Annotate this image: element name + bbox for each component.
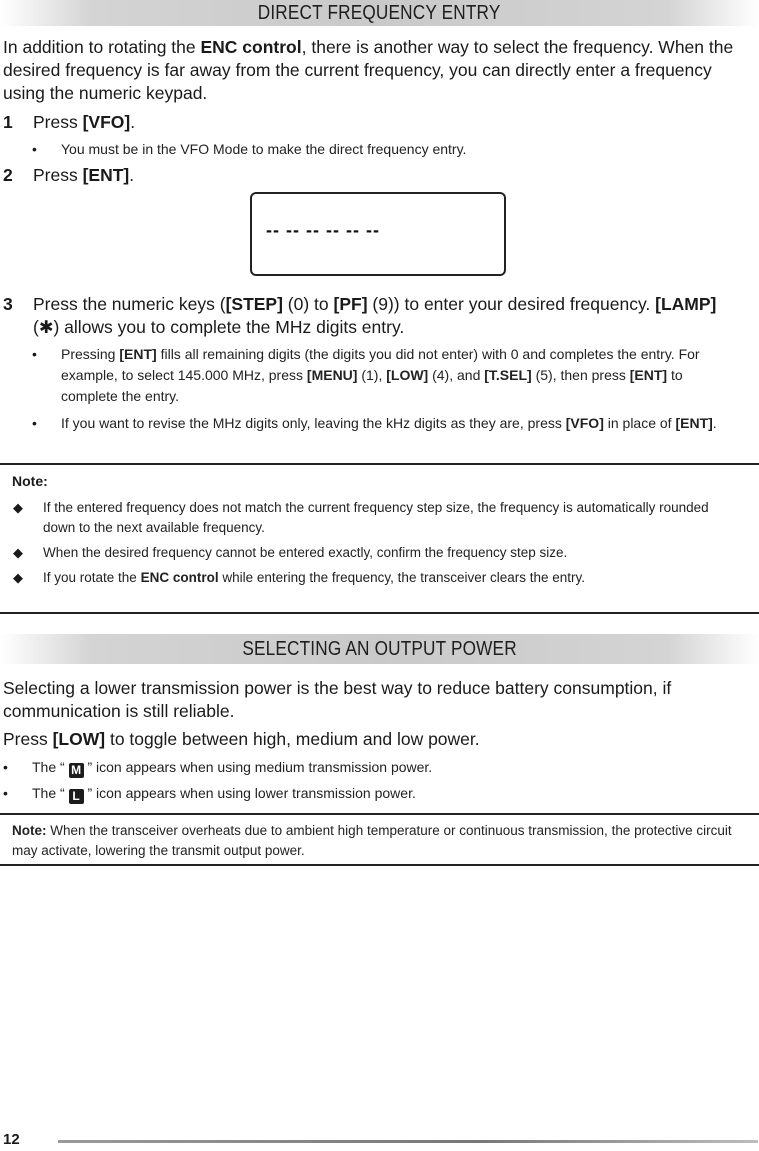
power-note bbox=[12, 821, 747, 861]
key-label: [LOW] bbox=[52, 729, 106, 749]
text: (1), bbox=[357, 367, 387, 383]
bullet-dot: • bbox=[3, 785, 8, 801]
low-power-icon: L bbox=[69, 789, 84, 804]
lcd-frequency-dashes: -- -- -- -- -- -- bbox=[266, 220, 380, 240]
press-low-instruction bbox=[3, 728, 753, 751]
note-bottom-rule bbox=[0, 612, 759, 614]
note-top-rule bbox=[0, 463, 759, 465]
text: If you want to revise the MHz digits only, leaving the kHz digits as they are, press bbox=[61, 415, 566, 431]
note-item-3 bbox=[43, 568, 743, 588]
text: . bbox=[130, 112, 136, 132]
medium-power-bullet bbox=[32, 757, 712, 778]
text: to complete the entry. bbox=[61, 367, 683, 404]
step-1-bullet: You must be in the VFO Mode to make the direct frequency entry. bbox=[61, 141, 467, 157]
note-label: Note: bbox=[12, 823, 47, 838]
bullet-dot: • bbox=[3, 759, 8, 775]
key-label: [ENT] bbox=[675, 415, 713, 431]
key-label: [PF] bbox=[333, 294, 368, 314]
text: The “ bbox=[32, 785, 69, 801]
page-number: 12 bbox=[3, 1131, 20, 1148]
text: Press bbox=[33, 165, 83, 185]
intro-paragraph bbox=[3, 36, 753, 105]
bullet-dot: • bbox=[32, 415, 37, 431]
text: Press bbox=[33, 112, 83, 132]
text: (9)) to enter your desired frequency. bbox=[367, 294, 656, 314]
bullet-dot: • bbox=[32, 346, 37, 362]
section-title-output-power bbox=[0, 634, 759, 664]
step-3-text bbox=[33, 293, 743, 339]
step-number: 1 bbox=[3, 112, 13, 132]
diamond-bullet-icon: ◆ bbox=[13, 570, 23, 585]
text: Press the numeric keys ( bbox=[33, 294, 226, 314]
note-item-2: When the desired frequency cannot be entered exactly, confirm the frequency step size. bbox=[43, 545, 568, 560]
diamond-bullet-icon: ◆ bbox=[13, 545, 23, 560]
note-label: Note: bbox=[12, 473, 48, 489]
key-label: [LAMP] bbox=[655, 294, 717, 314]
power-intro-paragraph: Selecting a lower transmission power is the best way to reduce battery consumption, if communication is still reliable. bbox=[3, 678, 672, 721]
text: Press bbox=[3, 729, 53, 749]
bullet-dot: • bbox=[32, 141, 37, 157]
text: . bbox=[712, 415, 717, 431]
key-label: [ENT] bbox=[119, 346, 157, 362]
text: (4), and bbox=[428, 367, 485, 383]
note-bottom-rule bbox=[0, 864, 759, 866]
key-label: [LOW] bbox=[386, 367, 429, 383]
text: ” icon appears when using medium transmission power. bbox=[83, 759, 433, 775]
text: in place of bbox=[603, 415, 676, 431]
note-text: When the transceiver overheats due to ambient high temperature or continuous transmission, the protective circuit may activate, lowering the transmit output power. bbox=[12, 823, 732, 858]
text: while entering the frequency, the transceiver clears the entry. bbox=[218, 570, 586, 585]
key-label: [STEP] bbox=[225, 294, 283, 314]
note-item-1: If the entered frequency does not match the current frequency step size, the frequency is automatically rounded down to the next available frequency. bbox=[43, 500, 709, 535]
low-power-bullet bbox=[32, 783, 712, 804]
step-number: 2 bbox=[3, 165, 13, 185]
key-label: [VFO] bbox=[565, 415, 604, 431]
text: . bbox=[129, 165, 135, 185]
footer-rule bbox=[58, 1140, 758, 1143]
key-label: [ENT] bbox=[82, 165, 130, 185]
text: (5), then press bbox=[531, 367, 630, 383]
text: If you rotate the bbox=[43, 570, 141, 585]
step-2-text bbox=[33, 164, 743, 187]
step-number: 3 bbox=[3, 294, 13, 314]
step-3-bullet-1 bbox=[61, 344, 741, 407]
key-label: [T.SEL] bbox=[484, 367, 532, 383]
lcd-display-illustration bbox=[250, 192, 506, 276]
key-label: ENC control bbox=[140, 570, 219, 585]
text: The “ bbox=[32, 759, 69, 775]
diamond-bullet-icon: ◆ bbox=[13, 500, 23, 515]
text: fills all remaining digits (the digits you did not enter) with 0 and completes the entry. For example, to select 145.000 MHz, press bbox=[61, 346, 700, 383]
section-title-text: SELECTING AN OUTPUT POWER bbox=[242, 638, 517, 660]
key-label: ENC control bbox=[200, 37, 302, 57]
step-3-bullet-2 bbox=[61, 413, 741, 434]
text: (0) to bbox=[282, 294, 334, 314]
section-title-direct-frequency-entry bbox=[0, 0, 759, 26]
text: to toggle between high, medium and low power. bbox=[105, 729, 480, 749]
medium-power-icon: M bbox=[69, 763, 84, 778]
text: In addition to rotating the bbox=[3, 37, 201, 57]
text: (✱) allows you to complete the MHz digits entry. bbox=[33, 317, 405, 337]
text: ” icon appears when using lower transmission power. bbox=[83, 785, 416, 801]
note-top-rule bbox=[0, 813, 759, 815]
key-label: [ENT] bbox=[629, 367, 668, 383]
key-label: [VFO] bbox=[82, 112, 131, 132]
text: Pressing bbox=[61, 346, 120, 362]
step-1-text bbox=[33, 111, 743, 134]
section-title-text: DIRECT FREQUENCY ENTRY bbox=[258, 2, 501, 24]
text: , there is another way to select the frequency. When the desired frequency is far away from the current frequency, you can directly enter a frequency using the numeric keypad. bbox=[3, 37, 734, 103]
key-label: [MENU] bbox=[306, 367, 358, 383]
